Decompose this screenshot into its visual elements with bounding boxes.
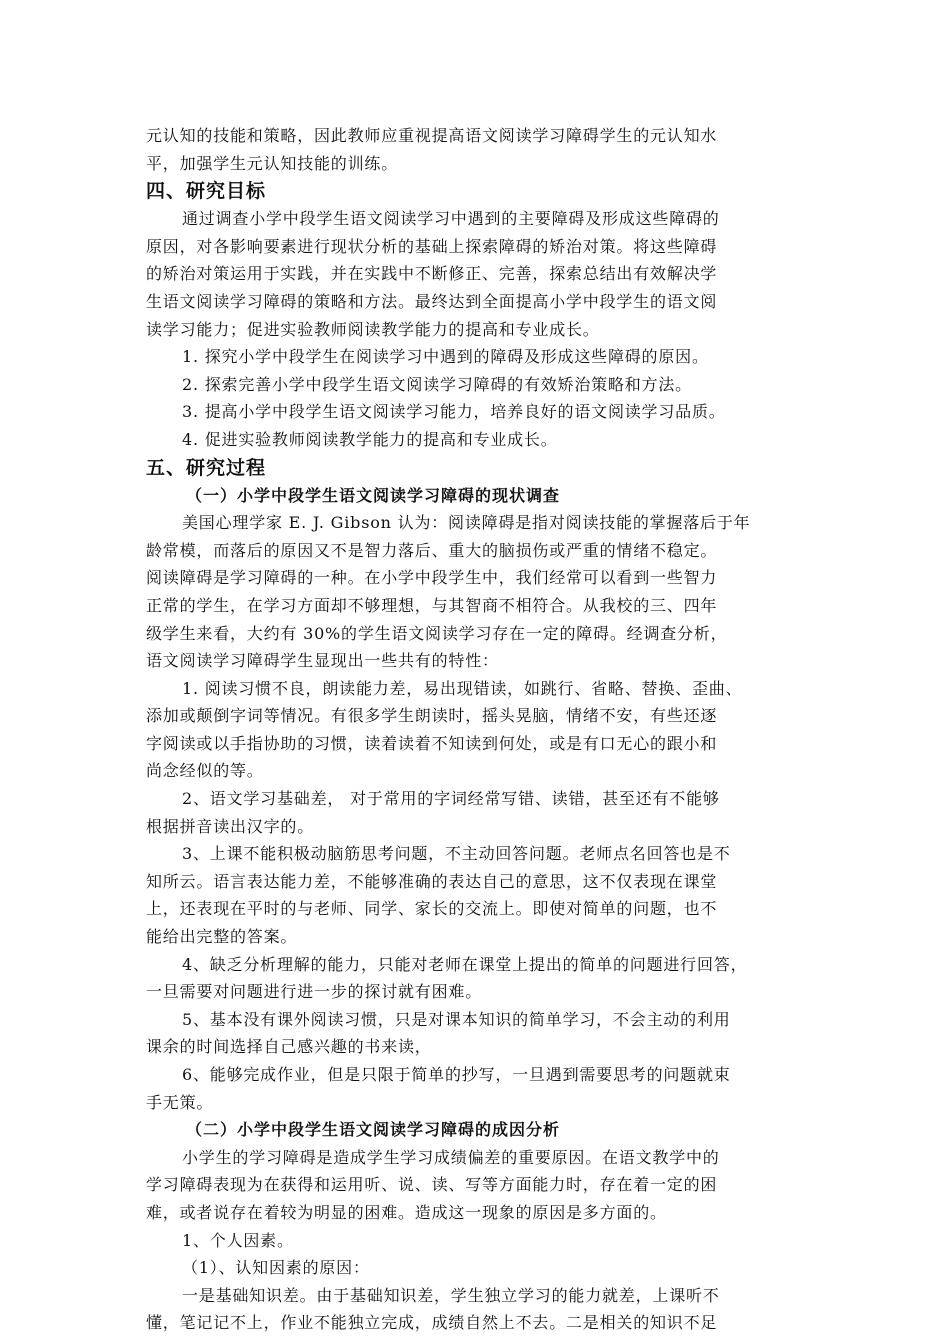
paragraph — [146, 1254, 814, 1282]
text-line: 2、语文学习基础差， 对于常用的字词经常写错、读错，甚至还有不能够 — [182, 789, 720, 809]
text-line: 手无策。 — [146, 1092, 214, 1112]
text-line: 小学生的学习障碍是造成学生学习成绩偏差的重要原因。在语文教学中的 — [182, 1147, 720, 1167]
text-line: 语文阅读学习障碍学生显现出一些共有的特性： — [146, 651, 499, 671]
text-line: 4. 促进实验教师阅读教学能力的提高和专业成长。 — [182, 429, 558, 449]
paragraph — [146, 343, 814, 371]
text-line: 一旦需要对问题进行进一步的探讨就有困难。 — [146, 982, 483, 1002]
text-line: 懂，笔记记不上，作业不能独立完成，成绩自然上不去。二是相关的知识不足 — [146, 1313, 718, 1333]
paragraph — [146, 509, 814, 675]
paragraph — [146, 205, 814, 343]
text-line: 尚念经似的等。 — [146, 761, 264, 781]
text-line: 生语文阅读学习障碍的策略和方法。最终达到全面提高小学中段学生的语文阅 — [146, 291, 718, 311]
text-line: （1）、认知因素的原因： — [182, 1258, 370, 1278]
text-line: 1. 探究小学中段学生在阅读学习中遇到的障碍及形成这些障碍的原因。 — [182, 347, 709, 367]
text-line: 6、能够完成作业，但是只限于简单的抄写，一旦遇到需要思考的问题就束 — [182, 1065, 731, 1084]
text-line: 难，或者说存在着较为明显的困难。造成这一现象的原因是多方面的。 — [146, 1202, 667, 1222]
subsection-heading: （一）小学中段学生语文阅读学习障碍的现状调查 — [186, 485, 561, 505]
text-line: 1. 阅读习惯不良，朗读能力差，易出现错读，如跳行、省略、替换、歪曲、 — [182, 678, 743, 698]
document-body — [146, 122, 814, 1337]
text-line: 3、上课不能积极动脑筋思考问题，不主动回答问题。老师点名回答也是不 — [182, 844, 731, 864]
text-line: 上，还表现在平时的与老师、同学、家长的交流上。即使对简单的问题，也不 — [146, 899, 718, 919]
text-line: 3. 提高小学中段学生语文阅读学习能力，培养良好的语文阅读学习品质。 — [182, 402, 726, 422]
text-line: 添加或颠倒字词等情况。有很多学生朗读时，摇头晃脑，情绪不安，有些还逐 — [146, 706, 718, 726]
text-line: 的矫治对策运用于实践，并在实践中不断修正、完善，探索总结出有效解决学 — [146, 264, 718, 284]
text-line: 2. 探索完善小学中段学生语文阅读学习障碍的有效矫治策略和方法。 — [182, 374, 692, 394]
text-line: 级学生来看，大约有 30%的学生语文阅读学习存在一定的障碍。经调查分析， — [146, 623, 728, 643]
text-line: 龄常模，而落后的原因又不是智力落后、重大的脑损伤或严重的情绪不稳定。 — [146, 540, 718, 560]
text-line: 平，加强学生元认知技能的训练。 — [146, 153, 399, 173]
text-line: 原因，对各影响要素进行现状分析的基础上探索障碍的矫治对策。将这些障碍 — [146, 236, 718, 256]
section-heading: 五、研究过程 — [146, 456, 267, 479]
text-line: 课余的时间选择自己感兴趣的书来读， — [146, 1037, 432, 1057]
paragraph — [146, 840, 814, 950]
text-line: 能给出完整的答案。 — [146, 927, 298, 947]
paragraph — [146, 1282, 814, 1337]
paragraph — [146, 785, 814, 840]
paragraph — [146, 1227, 814, 1255]
paragraph — [146, 122, 814, 177]
paragraph — [146, 371, 814, 399]
text-line: 知所云。语言表达能力差，不能够准确的表达自己的意思，这不仅表现在课堂 — [146, 871, 718, 891]
text-line: 根据拼音读出汉字的。 — [146, 816, 315, 836]
text-line: 通过调查小学中段学生语文阅读学习中遇到的主要障碍及形成这些障碍的 — [182, 209, 720, 229]
text-line: 阅读障碍是学习障碍的一种。在小学中段学生中，我们经常可以看到一些智力 — [146, 568, 718, 588]
text-line: 正常的学生，在学习方面却不够理想，与其智商不相符合。从我校的三、四年 — [146, 595, 718, 615]
section-heading: 四、研究目标 — [146, 180, 267, 203]
text-line: 5、基本没有课外阅读习惯，只是对课本知识的简单学习，不会主动的利用 — [182, 1009, 731, 1029]
text-line: 4、缺乏分析理解的能力，只能对老师在课堂上提出的简单的问题进行回答， — [182, 954, 748, 974]
text-line: 美国心理学家 E. J. Gibson 认为：阅读障碍是指对阅读技能的掌握落后于年 — [182, 513, 751, 533]
text-line: 字阅读或以手指协助的习惯，读着读着不知读到何处，或是有口无心的跟小和 — [146, 733, 718, 753]
text-line: 一是基础知识差。由于基础知识差，学生独立学习的能力就差，上课听不 — [182, 1285, 720, 1305]
text-line: 1、个人因素。 — [182, 1230, 294, 1250]
paragraph — [146, 398, 814, 426]
paragraph — [146, 1061, 814, 1116]
paragraph — [146, 951, 814, 1006]
text-line: 元认知的技能和策略，因此教师应重视提高语文阅读学习障碍学生的元认知水 — [146, 126, 718, 145]
paragraph — [146, 1144, 814, 1227]
paragraph — [146, 426, 814, 454]
paragraph — [146, 675, 814, 785]
text-line: 学习障碍表现为在获得和运用听、说、读、写等方面能力时，存在着一定的困 — [146, 1175, 718, 1195]
subsection-heading: （二）小学中段学生语文阅读学习障碍的成因分析 — [186, 1120, 561, 1140]
text-line: 读学习能力；促进实验教师阅读教学能力的提高和专业成长。 — [146, 319, 600, 339]
paragraph — [146, 1006, 814, 1061]
